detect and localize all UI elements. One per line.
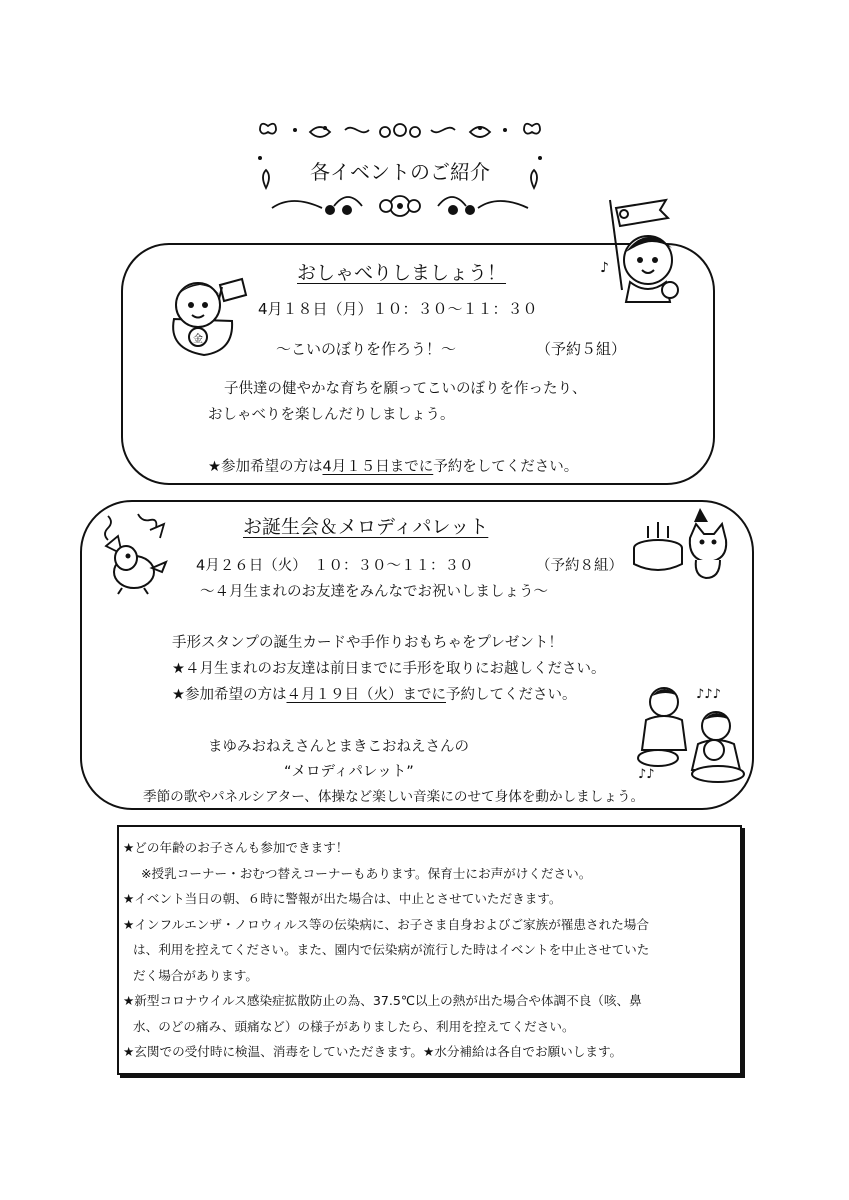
- event2-performers: まゆみおねえさんとまきこおねえさんの: [208, 739, 469, 755]
- event2-reservation: （予約８組）: [536, 558, 623, 574]
- kintaro-boy-icon: [160, 275, 250, 360]
- event1-deadline-prefix: ★参加希望の方は: [208, 459, 323, 475]
- notice-line: ★イベント当日の朝、６時に警報が出た場合は、中止とさせていただきます。: [123, 891, 562, 906]
- event2-deadline-date: ４月１９日（火）までに: [286, 687, 446, 703]
- header-title-frame: [250, 118, 550, 223]
- event1-description-line1: 子供達の健やかな育ちを願ってこいのぼりを作ったり、: [224, 381, 587, 397]
- event2-datetime: 4月２６日（火） １０：３０～１１：３０: [196, 558, 474, 574]
- svg-text:♪: ♪: [600, 260, 609, 276]
- notice-line: ★新型コロナウイルス感染症拡散防止の為、37.5℃以上の熱が出た場合や体調不良（咳、鼻: [123, 993, 642, 1008]
- page-title: 各イベントのご紹介: [310, 160, 490, 184]
- carp-streamer-boy-icon: [600, 190, 690, 310]
- event2-program-name: “メロディパレット”: [284, 764, 414, 780]
- notice-line: 水、のどの痛み、頭痛など）の様子がありましたら、利用を控えてください。: [133, 1018, 575, 1034]
- event1-description-line2: おしゃべりを楽しんだりしましょう。: [208, 407, 455, 423]
- event2-program-description: 季節の歌やパネルシアター、体操など楽しい音楽にのせて身体を動かしましょう。: [143, 789, 645, 805]
- notice-line: は、利用を控えてください。また、園内で伝染病が流行した時はイベントを中止させていた: [133, 942, 650, 957]
- notice-line: ★インフルエンザ・ノロウィルス等の伝染病に、お子さま自身およびご家族が罹患された場合: [123, 916, 649, 932]
- event2-deadline-prefix: ★参加希望の方は: [172, 687, 287, 703]
- notice-line: ★玄関での受付時に検温、消毒をしていただきます。★水分補給は各自でお願いします。: [123, 1044, 623, 1059]
- event2-deadline-suffix: 予約してください。: [446, 687, 577, 703]
- svg-text:金: 金: [193, 334, 203, 345]
- event1-reservation: （予約５組）: [536, 340, 627, 358]
- event1-deadline-suffix: 予約をしてください。: [433, 459, 579, 475]
- event1-deadline-date: 4月１５日までに: [322, 459, 434, 475]
- svg-text:♪♪♪: ♪♪♪: [696, 687, 721, 702]
- event2-title: お誕生会＆メロディパレット: [243, 516, 489, 538]
- event1-deadline: [208, 455, 578, 476]
- notice-line: だく場合があります。: [133, 967, 258, 983]
- event2-deadline: [172, 683, 577, 704]
- event1-subtitle: ～こいのぼりを作ろう！～: [276, 340, 457, 358]
- notice-box: [117, 825, 742, 1075]
- event1-title: おしゃべりしましょう！: [297, 262, 507, 284]
- svg-text:♪♪: ♪♪: [638, 767, 655, 782]
- notice-line: ★どの年齢のお子さんも参加できます！: [123, 840, 349, 855]
- birthday-cake-cat-icon: [630, 508, 730, 583]
- singing-children-icon: [638, 680, 750, 785]
- party-bird-icon: [100, 510, 175, 595]
- notice-line: ※授乳コーナー・おむつ替えコーナーもあります。保育士にお声がけください。: [141, 865, 592, 881]
- event2-subtitle: ～４月生まれのお友達をみんなでお祝いしましょう～: [200, 584, 548, 600]
- event2-line2: ★４月生まれのお友達は前日までに手形を取りにお越しください。: [172, 661, 606, 677]
- event2-line1: 手形スタンプの誕生カードや手作りおもちゃをプレゼント！: [172, 635, 563, 651]
- event1-datetime: 4月１８日（月）１０：３０～１１：３０: [258, 300, 538, 318]
